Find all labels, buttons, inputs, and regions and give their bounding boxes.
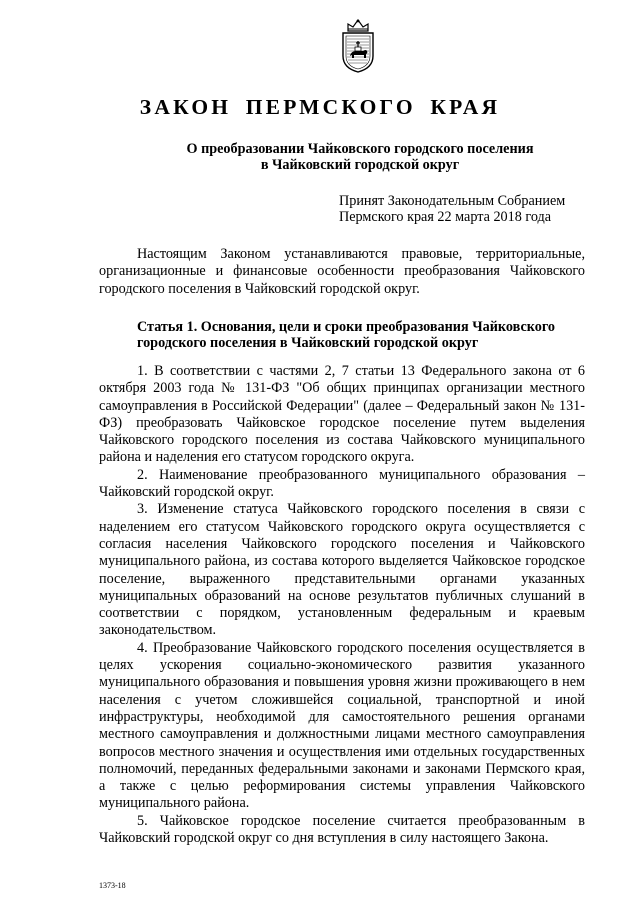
document-title: ЗАКОН ПЕРМСКОГО КРАЯ xyxy=(139,95,501,119)
article-paragraph-3: 3. Изменение статуса Чайковского городского поселения в связи с наделением его статусом Чайковского городского округа осуществляется с согласия населения Чайковского городского поселения и Чайковского муниципального района, из состава которого выделяется Чайковское городское поселение, выраженного представительными органами указанных муниципальных образований на основе результатов публичных слушаний в соответствии с порядком, установленным федеральным и краевым законодательством. xyxy=(99,501,585,639)
subtitle-line: в Чайковский городской округ xyxy=(260,157,460,173)
preamble xyxy=(99,246,585,298)
article-title-line: Статья 1. Основания, цели и сроки преобразования Чайковского xyxy=(137,319,556,335)
law-subtitle xyxy=(80,141,640,173)
article-paragraph-1: 1. В соответствии с частями 2, 7 статьи 13 Федерального закона от 6 октября 2003 года № 131-ФЗ "Об общих принципах организации местного самоуправления в Российской Федерации" (далее – Федеральный закон № 131-ФЗ) преобразовать Чайковское городское поселение путем выделения Чайковского городского поселения из состава Чайковского муниципального района и наделения его статусом городского округа. xyxy=(99,363,585,466)
article-paragraph-2: 2. Наименование преобразованного муниципального образования – Чайковский городской округ. xyxy=(99,466,585,501)
subtitle-line: О преобразовании Чайковского городского поселения xyxy=(186,141,534,157)
article-title-line: городского поселения в Чайковский городской округ xyxy=(137,335,479,351)
article-paragraph-4: 4. Преобразование Чайковского городского поселения осуществляется в целях ускорения социально-экономического развития указанного муниципального образования и повышения уровня жизни проживающего в нем населения с учетом сложившейся социальной, транспортной и иной инфраструктуры, необходимой для самостоятельного решения органами местного самоуправления и должностными лицами местного самоуправления вопросов местного значения и осуществления ими отдельных государственных полномочий, переданных федеральными законами и законами Пермского края, а также с целью реформирования системы управления Чайковского муниципального района. xyxy=(99,639,585,812)
article-1-title xyxy=(99,319,585,351)
adoption-line: Пермского края 22 марта 2018 года xyxy=(339,209,552,225)
document-code: 1373-18 xyxy=(99,881,126,890)
coat-of-arms-icon xyxy=(339,18,377,74)
preamble-text: Настоящим Законом устанавливаются правовые, территориальные, организационные и финансовые особенности преобразования Чайковского городского поселения в Чайковский городской округ. xyxy=(99,246,585,297)
article-paragraph-5: 5. Чайковское городское поселение считается преобразованным в Чайковский городской округ со дня вступления в силу настоящего Закона. xyxy=(99,812,585,847)
article-1-body xyxy=(99,363,585,847)
adoption-note xyxy=(339,193,565,225)
adoption-line: Принят Законодательным Собранием xyxy=(339,193,566,209)
